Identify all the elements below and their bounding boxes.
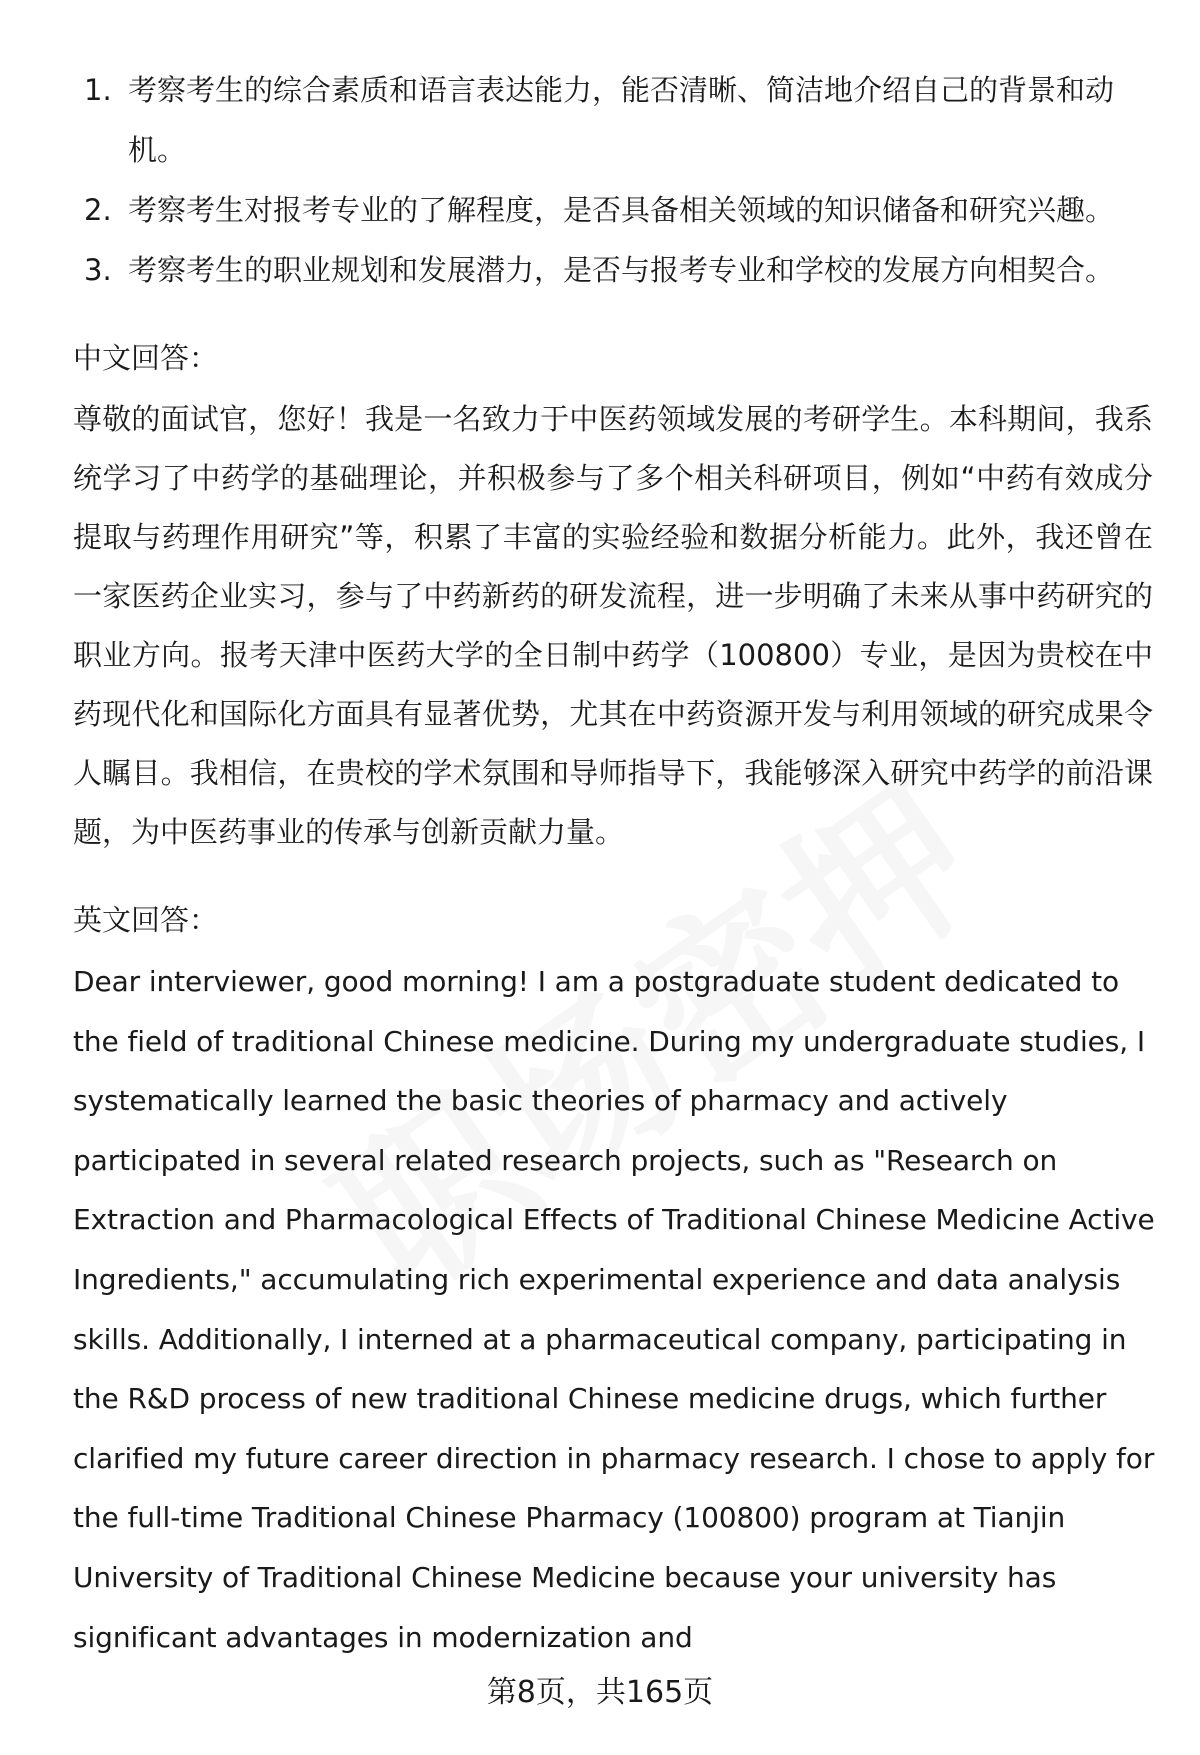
list-item [70,60,1150,180]
list-item-number: 1. [84,73,112,107]
list-item-number: 3. [84,253,112,287]
list-item-text: 考察考生对报考专业的了解程度，是否具备相关领域的知识储备和研究兴趣。 [128,193,1115,227]
list-item-number: 2. [84,193,112,227]
list-item [70,180,1150,240]
english-answer-body: Dear interviewer, good morning! I am a postgraduate student dedicated to the field of traditional Chinese medicine. During my undergraduate studies, I systematically learned the basic theories of pharmacy and actively participated in several related research projects, such as "Research on Extraction and Pharmacological Effects of Traditional Chinese Medicine Active Ingredients," accumulating rich experimental experience and data analysis skills. Additionally, I interned at a pharmaceutical company, participating in the R&D process of new traditional Chinese medicine drugs, which further clarified my future career direction in pharmacy research. I chose to apply for the full-time Traditional Chinese Pharmacy (100800) program at Tianjin University of Traditional Chinese Medicine because your university has significant advantages in modernization and [73,965,1155,1654]
page-indicator: 第8页，共165页 [486,1675,714,1710]
evaluation-criteria-list [70,60,1150,300]
list-item-text: 考察考生的职业规划和发展潜力，是否与报考专业和学校的发展方向相契合。 [128,253,1115,287]
english-answer-label: 英文回答： [73,903,219,937]
chinese-answer-label: 中文回答： [73,341,219,375]
list-item-text: 考察考生的综合素质和语言表达能力，能否清晰、简洁地介绍自己的背景和动机。 [128,73,1115,167]
list-item [70,240,1150,300]
chinese-answer-body: 尊敬的面试官，您好！我是一名致力于中医药领域发展的考研学生。本科期间，我系统学习了中药学的基础理论，并积极参与了多个相关科研项目，例如“中药有效成分提取与药理作用研究”等，积累了丰富的实验经验和数据分析能力。此外，我还曾在一家医药企业实习，参与了中药新药的研发流程，进一步明确了未来从事中药研究的职业方向。报考天津中医药大学的全日制中药学（100800）专业，是因为贵校在中药现代化和国际化方面具有显著优势，尤其在中药资源开发与利用领域的研究成果令人瞩目。我相信，在贵校的学术氛围和导师指导下，我能够深入研究中药学的前沿课题，为中医药事业的传承与创新贡献力量。 [73,402,1153,849]
